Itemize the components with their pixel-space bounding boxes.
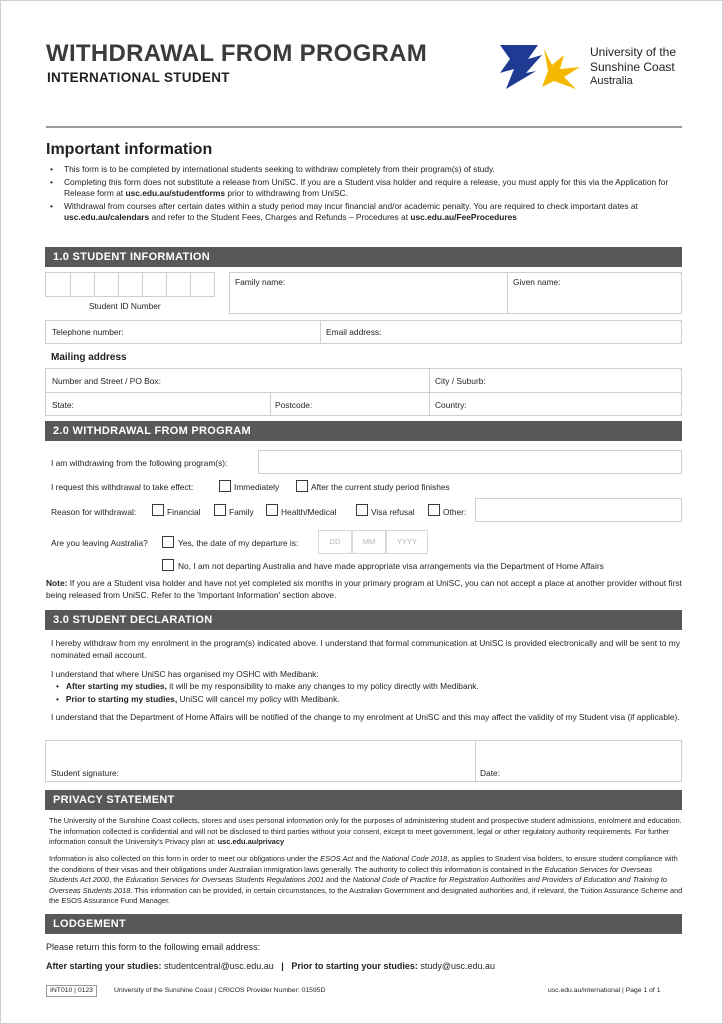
- declaration-para-3: I understand that the Department of Home Affairs will be notified of the change to my enrolment at UniSC and this may affect the validity of my Student visa (if applicable).: [51, 712, 680, 722]
- country-label: Country:: [435, 400, 467, 410]
- departure-day-input[interactable]: DD: [318, 530, 352, 554]
- logo-mark-icon: [498, 43, 588, 91]
- header-divider: [46, 126, 682, 128]
- visa-refusal-checkbox[interactable]: [356, 504, 368, 516]
- given-name-label: Given name:: [513, 277, 561, 287]
- leaving-no-label: No, I am not departing Australia and have made appropriate visa arrangements via the Department of Home Affairs: [178, 561, 604, 571]
- lodgement-header: LODGEMENT: [45, 914, 682, 934]
- effect-label: I request this withdrawal to take effect:: [51, 482, 194, 492]
- logo-wordmark: [590, 45, 676, 89]
- section-withdrawal-header: 2.0 WITHDRAWAL FROM PROGRAM: [45, 421, 682, 441]
- lodgement-intro: Please return this form to the following email address:: [46, 942, 261, 952]
- other-label: Other:: [443, 507, 467, 517]
- form-code: INT010 | 0123: [46, 985, 97, 997]
- important-info-list: [46, 164, 686, 225]
- logo-line-2: Sunshine Coast: [590, 59, 675, 74]
- list-item: • Withdrawal from courses after certain dates within a study period may incur financial and/or academic penalty. You are required to check important dates at usc.edu.au/calendars and refer to the Student Fees, Charges and Refunds – Procedures at usc.edu.au/FeeProcedures: [46, 201, 686, 224]
- feeprocedures-link[interactable]: usc.edu.au/FeeProcedures: [410, 212, 517, 222]
- footer-org: University of the Sunshine Coast | CRICOS Provider Number: 01595D: [114, 987, 326, 994]
- given-name-input[interactable]: [508, 288, 680, 312]
- health-checkbox[interactable]: [266, 504, 278, 516]
- departure-month-input[interactable]: MM: [352, 530, 386, 554]
- visa-refusal-label: Visa refusal: [371, 507, 415, 517]
- immediately-label: Immediately: [234, 482, 280, 492]
- departure-year-input[interactable]: YYYY: [386, 530, 428, 554]
- telephone-input[interactable]: [136, 321, 318, 343]
- email-label: Email address:: [326, 327, 382, 337]
- declaration-bullet-2: • Prior to starting my studies, UniSC will cancel my policy with Medibank.: [56, 694, 340, 704]
- other-reason-input[interactable]: [475, 498, 682, 522]
- family-checkbox[interactable]: [214, 504, 226, 516]
- family-label: Family: [229, 507, 254, 517]
- after-period-label: After the current study period finishes: [311, 482, 450, 492]
- financial-label: Financial: [167, 507, 201, 517]
- immediately-checkbox[interactable]: [219, 480, 231, 492]
- signature-input[interactable]: [46, 741, 473, 781]
- mailing-address-heading: Mailing address: [51, 352, 127, 363]
- declaration-bullet-1: • After starting my studies, it will be my responsibility to make any changes to my policy directly with Medibank.: [56, 681, 479, 691]
- date-label: Date:: [480, 768, 501, 778]
- declaration-para-1: I hereby withdraw from my enrolment in the program(s) indicated above. I understand that formal communication at UniSC is provided electronically and will be sent to my nominated email account.: [51, 638, 680, 660]
- leaving-no-checkbox[interactable]: [162, 559, 174, 571]
- privacy-statement-header: PRIVACY STATEMENT: [45, 790, 682, 810]
- leaving-yes-checkbox[interactable]: [162, 536, 174, 548]
- privacy-link[interactable]: usc.edu.au/privacy: [217, 837, 285, 846]
- privacy-para-1: The University of the Sunshine Coast collects, stores and uses personal information only for the purposes of administering student and prospective student admissions, enrolment and education. The information collected is confidential and will not be disclosed to third parties without your consent, except to meet government, legal or other regulatory authority requirements. For further information consult the University's Privacy plan at: usc.edu.au/privacy: [49, 816, 682, 846]
- leaving-australia-label: Are you leaving Australia?: [51, 538, 148, 548]
- street-input[interactable]: [176, 369, 426, 391]
- city-input[interactable]: [495, 369, 680, 391]
- country-input[interactable]: [476, 393, 680, 415]
- withdrawal-note: Note: If you are a Student visa holder and have not yet completed six months in your primary program at UniSC, you can not accept a place at another provider without first being released from UniSC. Refer to the 'Important Information' section above.: [46, 578, 682, 600]
- health-label: Health/Medical: [281, 507, 337, 517]
- state-input[interactable]: [76, 393, 266, 415]
- prior-email-link[interactable]: study@usc.edu.au: [420, 961, 496, 971]
- after-email-link[interactable]: studentcentral@usc.edu.au: [164, 961, 274, 971]
- programs-label: I am withdrawing from the following program(s):: [51, 458, 228, 468]
- family-name-input[interactable]: [230, 288, 505, 312]
- footer-page: usc.edu.au/international | Page 1 of 1: [548, 987, 661, 994]
- privacy-para-2: Information is also collected on this form in order to meet our obligations under the ESOS Act and the National Code 2018, as applies to Student visa holders, to ensure student compliance with the conditions of their visas and their obligations under Australian immigration laws generally. The authority to collect this information is contained in the Education Services for Overseas Students Act 2000, the Education Services for Overseas Students Regulations 2001 and the National Code of Practice for Registration Authorities and Providers of Education and Training to Overseas Students 2018. This information can be provided, in certain circumstances, to the Australian Government and designated authorities and, if relevant, the Tuition Assurance Scheme and the ESOS Assurance Fund Manager.: [49, 854, 683, 905]
- form-title: WITHDRAWAL FROM PROGRAM: [46, 40, 428, 67]
- programs-input[interactable]: [258, 450, 682, 474]
- form-subtitle: INTERNATIONAL STUDENT: [47, 70, 230, 85]
- date-input[interactable]: [476, 741, 681, 781]
- list-item: • Completing this form does not substitute a release from UniSC. If you are a Student visa holder and require a release, you must apply for this via the Application for Release form at usc.edu.au/studentforms prior to withdrawing from UniSC.: [46, 177, 686, 200]
- student-id-input[interactable]: [45, 272, 215, 297]
- declaration-para-2: I understand that where UniSC has organised my OSHC with Medibank:: [51, 669, 319, 679]
- university-logo: [498, 43, 688, 93]
- list-item: • This form is to be completed by international students seeking to withdraw completely from their program(s) of study.: [46, 164, 686, 176]
- signature-label: Student signature:: [51, 768, 119, 778]
- section-declaration-header: 3.0 STUDENT DECLARATION: [45, 610, 682, 630]
- city-label: City / Suburb:: [435, 376, 486, 386]
- email-input[interactable]: [391, 321, 680, 343]
- reason-label: Reason for withdrawal:: [51, 507, 137, 517]
- logo-line-1: University of the: [590, 45, 677, 59]
- studentforms-link[interactable]: usc.edu.au/studentforms: [125, 188, 226, 198]
- leaving-yes-label: Yes, the date of my departure is:: [178, 538, 299, 548]
- financial-checkbox[interactable]: [152, 504, 164, 516]
- logo-line-3: Australia: [590, 75, 633, 87]
- postcode-label: Postcode:: [275, 400, 313, 410]
- important-info-heading: Important information: [46, 141, 213, 158]
- telephone-label: Telephone number:: [52, 327, 124, 337]
- calendars-link[interactable]: usc.edu.au/calendars: [64, 212, 150, 222]
- section-student-information-header: 1.0 STUDENT INFORMATION: [45, 247, 682, 267]
- student-id-label: Student ID Number: [89, 301, 161, 311]
- lodgement-emails: After starting your studies: studentcentral@usc.edu.au | Prior to starting your studies: study@usc.edu.au: [46, 961, 496, 971]
- state-label: State:: [52, 400, 74, 410]
- other-checkbox[interactable]: [428, 504, 440, 516]
- street-label: Number and Street / PO Box:: [52, 376, 161, 386]
- after-period-checkbox[interactable]: [296, 480, 308, 492]
- family-name-label: Family name:: [235, 277, 286, 287]
- postcode-input[interactable]: [321, 393, 426, 415]
